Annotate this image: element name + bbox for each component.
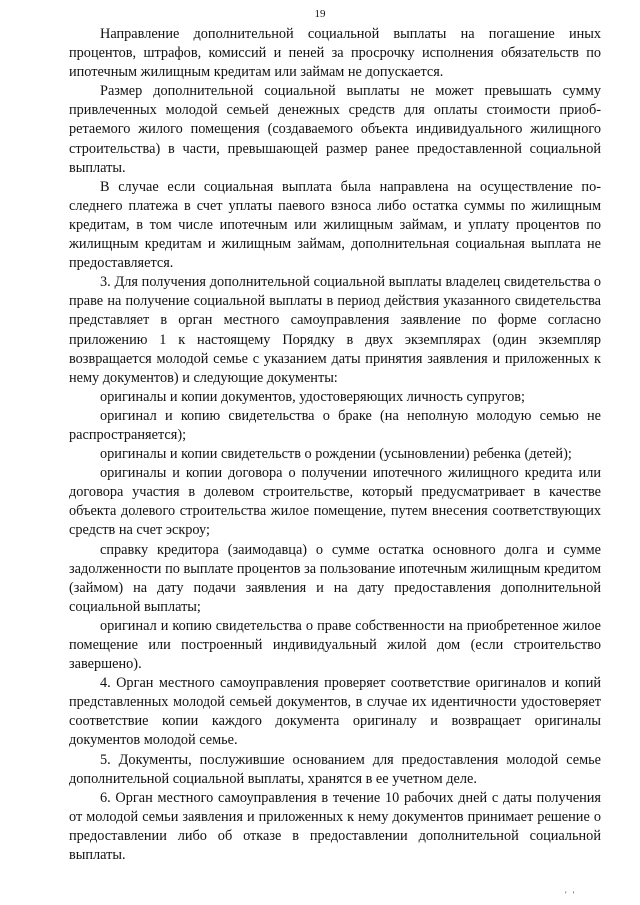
- paragraph: 5. Документы, послужившие основанием для предоставления молодой семье дополнительной социальной выплаты, хранятся в ее учетном деле.: [69, 751, 601, 787]
- page-number: 19: [314, 8, 326, 20]
- list-item: оригинал и копию свидетельства о браке (на неполную молодую семью не распространяется);: [69, 407, 601, 443]
- paragraph: 6. Орган местного самоуправления в течение 10 рабочих дней с даты получения от молодой семьи заявления и приложенных к нему документов принимает решение о предоставлении либо об отказе в предоставлении дополнительной социальной выплаты.: [69, 789, 601, 864]
- list-item: оригинал и копию свидетельства о праве собственности на приобретенное жилое помещение или построенный индивидуальный жилой дом (если строительство завершено).: [69, 617, 601, 673]
- list-item: оригиналы и копии договора о получении ипотечного жилищного кредита или договора участия в долевом строительстве, который предусматривает в качестве объекта долевого строительства жилое помещение, путем внесения соответствующих средств на счет эскроу;: [69, 465, 601, 539]
- paragraph: 3. Для получения дополнительной социальной выплаты владелец свидетельства о праве на получение социальной выплаты в период действия указанного свидетельства представляет в орган местного самоуправления заявление по форме согласно приложению 1 к настоящему Порядку в двух экземплярах (один экземпляр возвращается молодой семье с указанием даты принятия заявления и приложенных к нему документов) и следующие документы:: [69, 274, 601, 386]
- document-body: [69, 25, 601, 865]
- list-item: справку кредитора (заимодавца) о сумме остатка основного долга и сумме задолженности по выплате процентов за пользование ипотечным жилищным кредитом (займом) на дату подачи заявления и на дату предоставления дополнительной социальной выплаты;: [69, 541, 601, 615]
- paragraph: 4. Орган местного самоуправления проверяет соответствие оригиналов и копий представленных молодой семьей документов, в случае их идентичности удостоверяет соответствие копии каждого документа оригиналу и возвращает оригиналы документов молодой семье.: [69, 675, 601, 749]
- list-item: оригиналы и копии свидетельств о рождении (усыновлении) ребенка (детей);: [100, 446, 572, 463]
- paragraph: В случае если социальная выплата была направлена на осуществление последнего платежа в счет уплаты паевого взноса либо остатка суммы по жилищным кредитам, в том числе ипотечным или жилищным займам, и уплату процентов по жилищным кредитам и жилищным займам, дополнительная социальная выплата не предоставляется.: [69, 178, 601, 272]
- paragraph: Направление дополнительной социальной выплаты на погашение иных процентов, штрафов, комиссий и пеней за просрочку исполнения обязательств по ипотечным жилищным кредитам или займам не допускается.: [69, 26, 601, 81]
- paragraph: Размер дополнительной социальной выплаты не может превышать сумму привлеченных молодой семьей денежных средств для оплаты стоимости приобретаемого жилого помещения (создаваемого объекта индивидуального жилищного строительства) в части, превышающей размер ранее предоставленной социальной выплаты.: [69, 83, 601, 176]
- list-item: оригиналы и копии документов, удостоверяющих личность супругов;: [100, 388, 525, 405]
- scan-mark-icon: ′′: [565, 890, 581, 899]
